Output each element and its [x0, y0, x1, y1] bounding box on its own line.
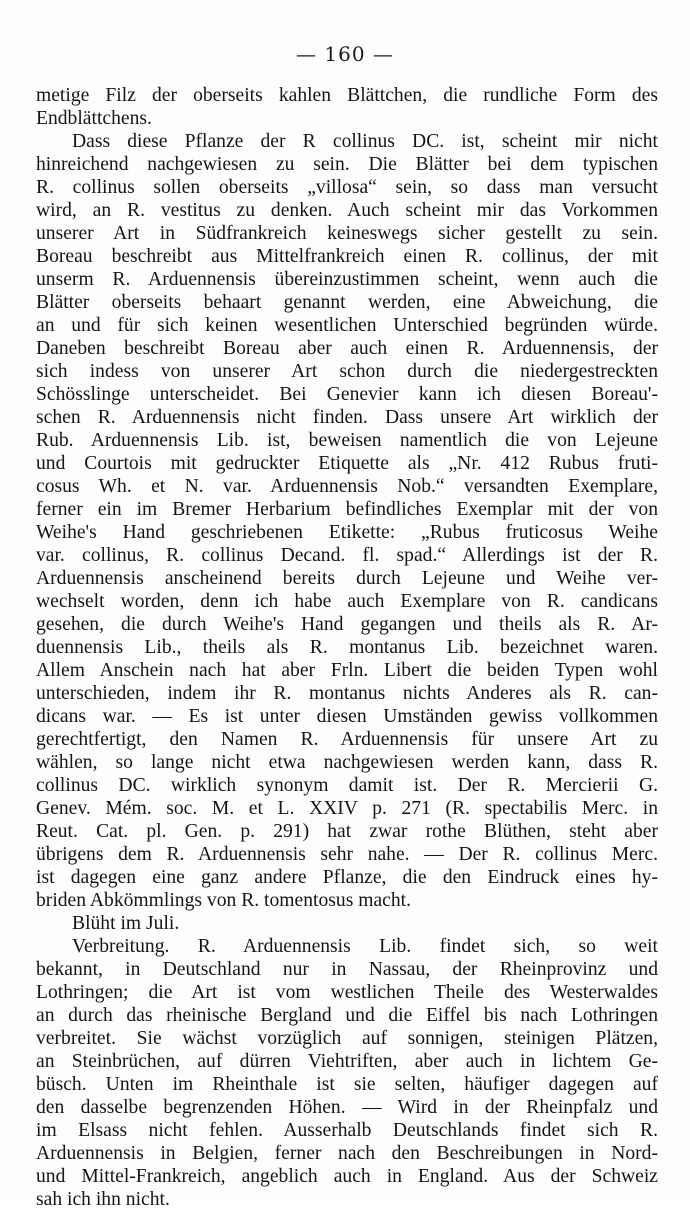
- text-line: Blätter oberseits behaart genannt werden, eine Abweichung, die: [36, 292, 658, 313]
- text-line: cosus Wh. et N. var. Arduennensis Nob.“ versandten Exemplare,: [36, 476, 658, 497]
- text-line: den dasselbe begrenzenden Höhen. — Wird in der Rheinpfalz und: [36, 1097, 658, 1118]
- text-line: sah ich ihn nicht.: [36, 1189, 170, 1210]
- text-line: Rub. Arduennensis Lib. ist, beweisen namentlich die von Lejeune: [36, 430, 658, 451]
- text-line: wird, an R. vestitus zu denken. Auch scheint mir das Vorkommen: [36, 200, 658, 221]
- page-number: — 160 —: [296, 42, 394, 66]
- text-line: und Mittel-Frankreich, angeblich auch in England. Aus der Schweiz: [36, 1166, 658, 1187]
- text-line: Arduennensis anscheinend bereits durch Lejeune und Weihe ver-: [36, 568, 658, 589]
- text-line: gesehen, die durch Weihe's Hand gegangen und theils als R. Ar-: [36, 614, 658, 635]
- text-line: Schösslinge unterscheidet. Bei Genevier kann ich diesen Boreau'-: [36, 384, 658, 405]
- text-line: Reut. Cat. pl. Gen. p. 291) hat zwar rothe Blüthen, steht aber: [36, 821, 658, 842]
- text-line: ist dagegen eine ganz andere Pflanze, die den Eindruck eines hy-: [36, 867, 658, 888]
- text-line: schen R. Arduennensis nicht finden. Dass unsere Art wirklich der: [36, 407, 658, 428]
- text-line: var. collinus, R. collinus Decand. fl. spad.“ Allerdings ist der R.: [36, 545, 658, 566]
- text-line: an Steinbrüchen, auf dürren Viehtriften, aber auch in lichtem Ge-: [36, 1051, 658, 1072]
- text-line: metige Filz der oberseits kahlen Blättchen, die rundliche Form des: [36, 85, 658, 106]
- text-line: duennensis Lib., theils als R. montanus Lib. bezeichnet waren.: [36, 637, 658, 658]
- text-line: unterschieden, indem ihr R. montanus nichts Anderes als R. can-: [36, 683, 658, 704]
- text-line: dicans war. — Es ist unter diesen Umständen gewiss vollkommen: [36, 706, 658, 727]
- text-line: Allem Anschein nach hat aber Frln. Libert die beiden Typen wohl: [36, 660, 658, 681]
- text-line: Arduennensis in Belgien, ferner nach den Beschreibungen in Nord-: [36, 1143, 658, 1164]
- text-line: collinus DC. wirklich synonym damit ist. Der R. Mercierii G.: [36, 775, 658, 796]
- text-line: wählen, so lange nicht etwa nachgewiesen werden kann, dass R.: [36, 752, 658, 773]
- text-line: ferner ein im Bremer Herbarium befindliches Exemplar mit der von: [36, 499, 658, 520]
- text-line: Boreau beschreibt aus Mittelfrankreich einen R. collinus, der mit: [36, 246, 658, 267]
- text-line: im Elsass nicht fehlen. Ausserhalb Deutschlands findet sich R.: [36, 1120, 658, 1141]
- text-line: gerechtfertigt, den Namen R. Arduennensis für unsere Art zu: [36, 729, 658, 750]
- text-line: an und für sich keinen wesentlichen Unterschied begründen würde.: [36, 315, 658, 336]
- text-line: Verbreitung. R. Arduennensis Lib. findet sich, so weit: [72, 936, 658, 957]
- text-line: Weihe's Hand geschriebenen Etikette: „Rubus fruticosus Weihe: [36, 522, 658, 543]
- text-line: briden Abkömmlings von R. tomentosus macht.: [36, 890, 411, 911]
- text-line: unserm R. Arduennensis übereinzustimmen scheint, wenn auch die: [36, 269, 658, 290]
- text-line: Genev. Mém. soc. M. et L. XXIV p. 271 (R. spectabilis Merc. in: [36, 798, 658, 819]
- text-line: Daneben beschreibt Boreau aber auch einen R. Arduennensis, der: [36, 338, 658, 359]
- text-line: übrigens dem R. Arduennensis sehr nahe. — Der R. collinus Merc.: [36, 844, 658, 865]
- text-line: sich indess von unserer Art schon durch die niedergestreckten: [36, 361, 658, 382]
- text-line: bekannt, in Deutschland nur in Nassau, der Rheinprovinz und: [36, 959, 658, 980]
- body-text: [36, 84, 658, 1211]
- text-line: und Courtois mit gedruckter Etiquette als „Nr. 412 Rubus fruti-: [36, 453, 658, 474]
- text-line: hinreichend nachgewiesen zu sein. Die Blätter bei dem typischen: [36, 154, 658, 175]
- text-line: unserer Art in Südfrankreich keineswegs sicher gestellt zu sein.: [36, 223, 658, 244]
- text-line: Dass diese Pflanze der R collinus DC. ist, scheint mir nicht: [72, 131, 658, 152]
- text-line: Endblättchens.: [36, 108, 152, 129]
- text-line: Lothringen; die Art ist vom westlichen Theile des Westerwaldes: [36, 982, 658, 1003]
- text-line: wechselt worden, denn ich habe auch Exemplare von R. candicans: [36, 591, 658, 612]
- text-line: an durch das rheinische Bergland und die Eiffel bis nach Lothringen: [36, 1005, 658, 1026]
- text-line: büsch. Unten im Rheinthale ist sie selten, häufiger dagegen auf: [36, 1074, 658, 1095]
- text-line: Blüht im Juli.: [72, 913, 180, 934]
- text-line: verbreitet. Sie wächst vorzüglich auf sonnigen, steinigen Plätzen,: [36, 1028, 658, 1049]
- text-line: R. collinus sollen oberseits „villosa“ sein, so dass man versucht: [36, 177, 658, 198]
